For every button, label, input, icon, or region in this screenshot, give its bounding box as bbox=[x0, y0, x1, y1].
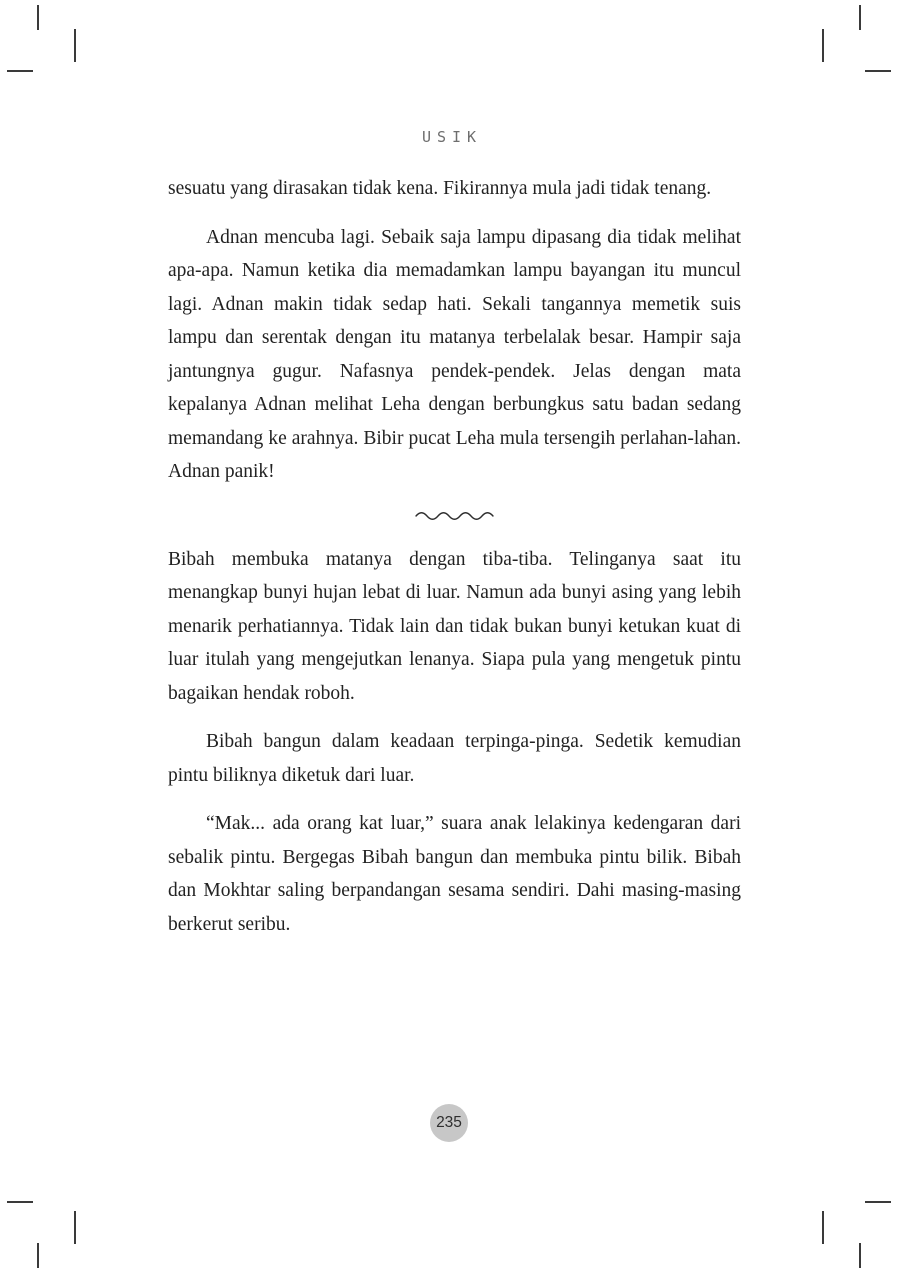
paragraph-4: Bibah bangun dalam keadaan terpinga-pinga. Sedetik kemudian pintu biliknya diketuk dari luar. bbox=[168, 731, 741, 786]
paragraph-1: sesuatu yang dirasakan tidak kena. Fikirannya mula jadi tidak tenang. bbox=[168, 178, 712, 199]
crop-mark-line bbox=[74, 29, 76, 62]
crop-mark-line bbox=[865, 70, 891, 72]
running-header: USIK bbox=[421, 128, 483, 146]
crop-mark-line bbox=[865, 1201, 891, 1203]
crop-mark-line bbox=[859, 5, 861, 30]
crop-mark-line bbox=[822, 1211, 824, 1244]
paragraph-5: “Mak... ada orang kat luar,” suara anak lelakinya kedengaran dari sebalik pintu. Bergegas Bibah bangun dan membuka pintu bilik. Bibah dan Mokhtar saling berpandangan sesama sendiri. Dahi masing-masing berkerut seribu. bbox=[168, 813, 741, 935]
crop-mark-line bbox=[37, 1243, 39, 1268]
crop-mark-line bbox=[74, 1211, 76, 1244]
page-number-badge bbox=[430, 1104, 468, 1142]
crop-mark-line bbox=[37, 5, 39, 30]
crop-mark-line bbox=[822, 29, 824, 62]
crop-mark-bottom-left bbox=[0, 1191, 92, 1273]
crop-mark-top-right bbox=[806, 0, 898, 82]
crop-mark-bottom-right bbox=[806, 1191, 898, 1273]
page-number-label: 235 bbox=[436, 1114, 462, 1131]
paragraph-3: Bibah membuka matanya dengan tiba-tiba. Telinganya saat itu menangkap bunyi hujan lebat di luar. Namun ada bunyi asing yang lebih menarik perhatiannya. Tidak lain dan tidak bukan bunyi ketukan kuat di luar itulah yang mengejutkan lenanya. Siapa pula yang mengetuk pintu bagaikan hendak roboh. bbox=[168, 548, 741, 704]
crop-mark-line bbox=[7, 1201, 33, 1203]
crop-mark-top-left bbox=[0, 0, 92, 82]
body-text bbox=[168, 172, 741, 956]
wave-divider-icon bbox=[168, 505, 741, 525]
crop-mark-line bbox=[859, 1243, 861, 1268]
crop-mark-line bbox=[7, 70, 33, 72]
paragraph-2: Adnan mencuba lagi. Sebaik saja lampu dipasang dia tidak melihat apa-apa. Namun ketika dia memadamkan lampu bayangan itu muncul lagi. Adnan makin tidak sedap hati. Sekali tangannya memetik suis lampu dan serentak dengan itu matanya terbelalak besar. Hampir saja jantungnya gugur. Nafasnya pendek-pendek. Jelas dengan mata kepalanya Adnan melihat Leha dengan berbungkus satu badan sedang memandang ke arahnya. Bibir pucat Leha mula tersengih perlahan-lahan. Adnan panik! bbox=[168, 226, 741, 482]
